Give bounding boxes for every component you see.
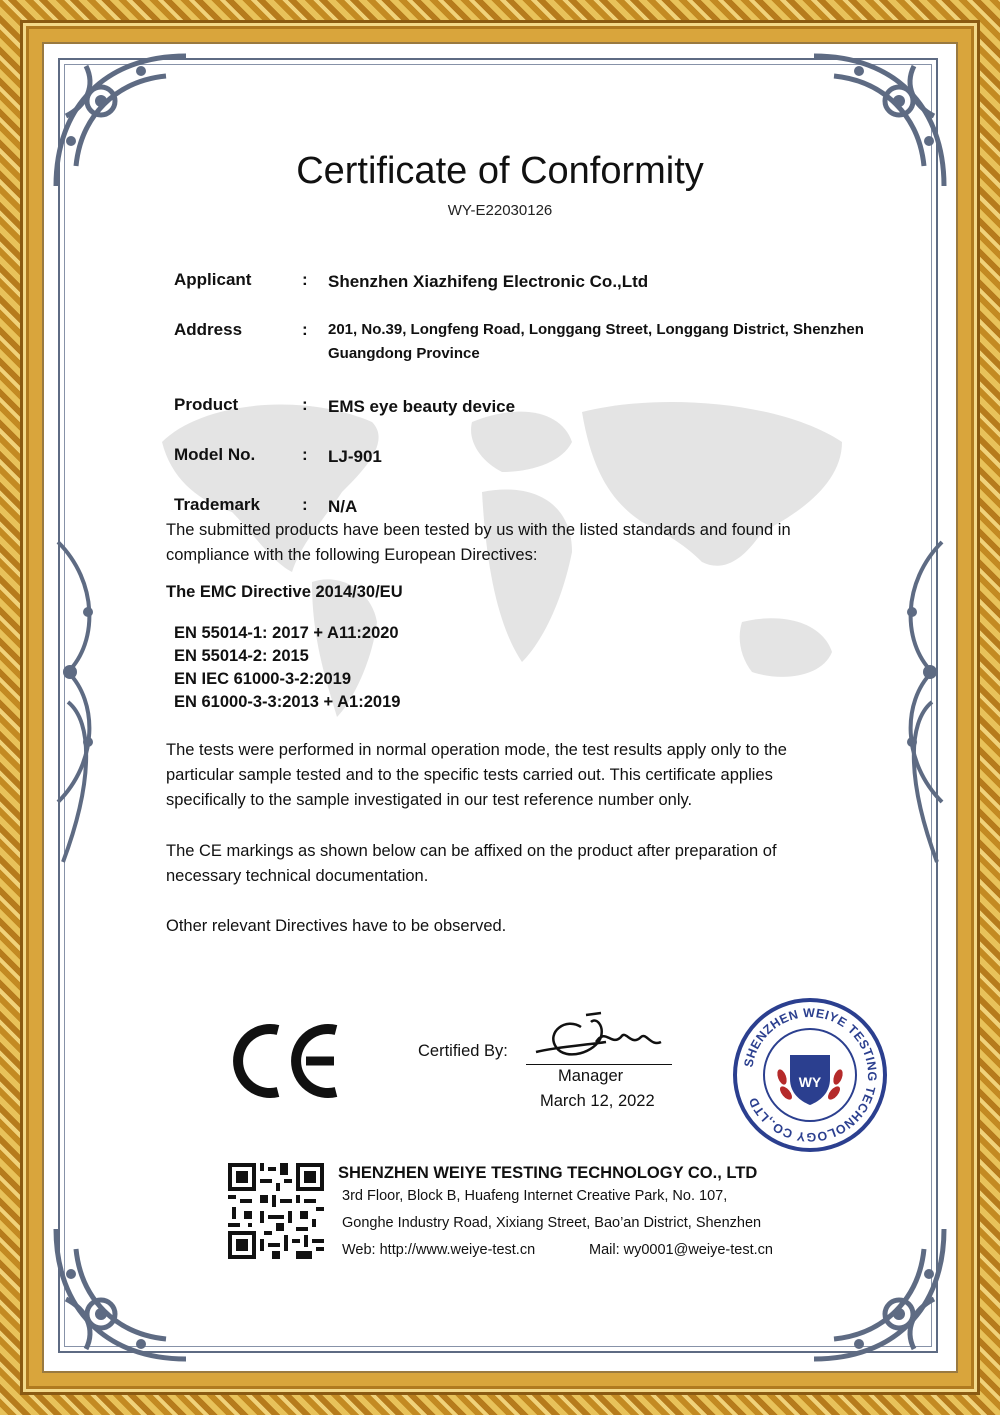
product-label: Product — [174, 395, 239, 414]
standard-item: EN 55014-2: 2015 — [174, 647, 309, 665]
issuer-address-line1: 3rd Floor, Block B, Huafeng Internet Creative Park, No. 107, — [342, 1188, 728, 1204]
trademark-label: Trademark — [174, 495, 260, 514]
corner-ornament-bottom-right — [804, 1219, 954, 1369]
ce-marking-paragraph: The CE markings as shown below can be affixed on the product after preparation of necessary technical documentation. — [166, 842, 777, 885]
issuer-email[interactable]: Mail: wy0001@weiye-test.cn — [589, 1242, 773, 1258]
seal-initials: WY — [798, 1074, 822, 1090]
model-colon: : — [302, 445, 308, 464]
certificate-title: Certificate of Conformity — [296, 150, 704, 192]
signature-image — [526, 1007, 676, 1067]
address-label: Address — [174, 320, 243, 339]
address-value: 201, No.39, Longfeng Road, Longgang Street, Longgang District, Shenzhen Guangdong Province — [328, 321, 864, 362]
issuer-address-line2: Gonghe Industry Road, Xixiang Street, Bao’an District, Shenzhen — [342, 1215, 762, 1231]
standard-item: EN 61000-3-3:2013 + A1:2019 — [174, 693, 401, 711]
trademark-value: N/A — [328, 497, 358, 516]
trademark-colon: : — [302, 495, 308, 514]
address-colon: : — [302, 320, 308, 339]
certificate-paper — [42, 42, 958, 1373]
intro-paragraph: The submitted products have been tested by us with the listed standards and found in compliance with the following European Directives: — [166, 521, 791, 564]
issue-date: March 12, 2022 — [540, 1092, 655, 1110]
issuer-company-name: SHENZHEN WEIYE TESTING TECHNOLOGY CO., LTD — [338, 1164, 758, 1182]
product-colon: : — [302, 395, 308, 414]
standard-item: EN 55014-1: 2017 + A11:2020 — [174, 624, 399, 642]
issuer-website[interactable]: Web: http://www.weiye-test.cn — [342, 1242, 536, 1258]
directive-title: The EMC Directive 2014/30/EU — [166, 583, 403, 601]
model-value: LJ-901 — [328, 447, 382, 466]
other-directives-paragraph: Other relevant Directives have to be observed. — [166, 917, 507, 935]
product-value: EMS eye beauty device — [328, 397, 516, 416]
standard-item: EN IEC 61000-3-2:2019 — [174, 670, 352, 688]
side-ornament-right — [892, 522, 952, 882]
ce-mark-icon — [232, 1022, 344, 1100]
tests-paragraph: The tests were performed in normal operation mode, the test results apply only to the particular sample tested and to the specific tests carried out. This certificate applies specifically to the sample investigated in our test reference number only. — [166, 741, 787, 809]
corner-ornament-bottom-left — [46, 1219, 196, 1369]
standards-list — [174, 622, 400, 714]
certificate-number: WY-E22030126 — [447, 202, 553, 219]
applicant-value: Shenzhen Xiazhifeng Electronic Co.,Ltd — [328, 272, 649, 291]
company-seal — [732, 997, 888, 1153]
qr-code — [228, 1162, 324, 1260]
applicant-label: Applicant — [174, 270, 252, 289]
model-label: Model No. — [174, 445, 256, 464]
signature-line — [526, 1064, 672, 1065]
signatory-title: Manager — [558, 1067, 624, 1085]
certified-by-label: Certified By: — [418, 1042, 508, 1060]
seal-text: SHENZHEN WEIYE TESTING TECHNOLOGY CO.,LTD — [741, 1005, 880, 1145]
applicant-colon: : — [302, 270, 308, 289]
side-ornament-left — [48, 522, 108, 882]
